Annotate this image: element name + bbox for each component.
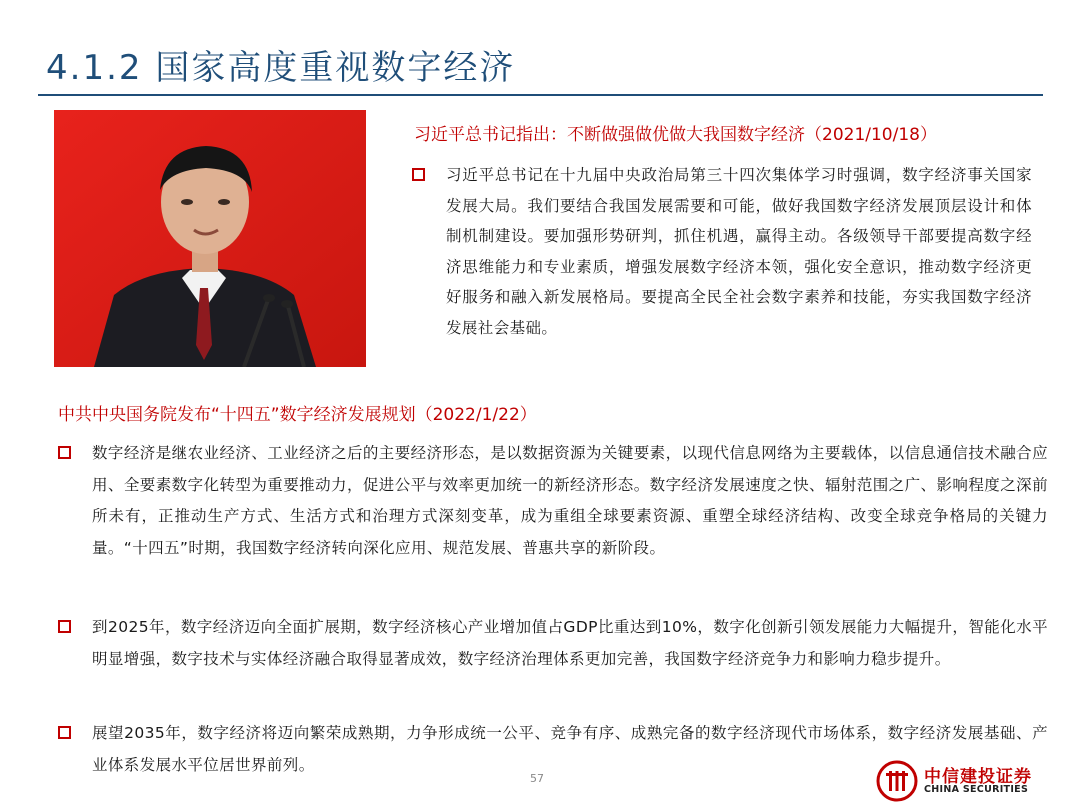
title-divider <box>38 94 1043 96</box>
square-bullet-icon <box>58 620 71 633</box>
square-bullet-icon <box>412 168 425 181</box>
speaker-photo-image <box>54 110 366 367</box>
logo-chinese-name: 中信建投证券 <box>924 767 1032 787</box>
section2-heading: 中共中央国务院发布“十四五”数字经济发展规划（2022/1/22） <box>58 405 537 425</box>
citic-logo-icon <box>876 760 918 802</box>
square-bullet-icon <box>58 726 71 739</box>
company-logo <box>876 760 1056 802</box>
section1-bullet <box>412 160 1032 343</box>
section2-bullet-2 <box>58 612 1048 675</box>
section1-bullet-text: 习近平总书记在十九届中央政治局第三十四次集体学习时强调，数字经济事关国家发展大局。我们要结合我国发展需要和可能，做好我国数字经济发展顶层设计和体制机制建设。要加强形势研判，抓住机遇，赢得主动。各级领导干部要提高数字经济思维能力和专业素质，增强发展数字经济本领，强化安全意识，推动数字经济更好服务和融入新发展格局。要提高全民全社会数字素养和技能，夯实我国数字经济发展社会基础。 <box>446 166 1032 337</box>
section2-bullet-1-text: 数字经济是继农业经济、工业经济之后的主要经济形态，是以数据资源为关键要素，以现代信息网络为主要载体，以信息通信技术融合应用、全要素数字化转型为重要推动力，促进公平与效率更加统一的新经济形态。数字经济发展速度之快、辐射范围之广、影响程度之深前所未有，正推动生产方式、生活方式和治理方式深刻变革，成为重组全球要素资源、重塑全球经济结构、改变全球竞争格局的关键力量。“十四五”时期，我国数字经济转向深化应用、规范发展、普惠共享的新阶段。 <box>92 444 1048 557</box>
section2-bullet-1 <box>58 438 1048 564</box>
page-title: 4.1.2 国家高度重视数字经济 <box>46 48 516 88</box>
speaker-photo <box>54 110 366 367</box>
square-bullet-icon <box>58 446 71 459</box>
section1-heading: 习近平总书记指出：不断做强做优做大我国数字经济（2021/10/18） <box>414 125 937 145</box>
section2-bullet-3-text: 展望2035年，数字经济将迈向繁荣成熟期，力争形成统一公平、竞争有序、成熟完备的数字经济现代市场体系，数字经济发展基础、产业体系发展水平位居世界前列。 <box>92 724 1048 774</box>
page-number: 57 <box>530 772 544 785</box>
section2-bullet-2-text: 到2025年，数字经济迈向全面扩展期，数字经济核心产业增加值占GDP比重达到10%，数字化创新引领发展能力大幅提升，智能化水平明显增强，数字技术与实体经济融合取得显著成效，数字经济治理体系更加完善，我国数字经济竞争力和影响力稳步提升。 <box>92 618 1048 668</box>
logo-english-name: CHINA SECURITIES <box>924 784 1029 795</box>
